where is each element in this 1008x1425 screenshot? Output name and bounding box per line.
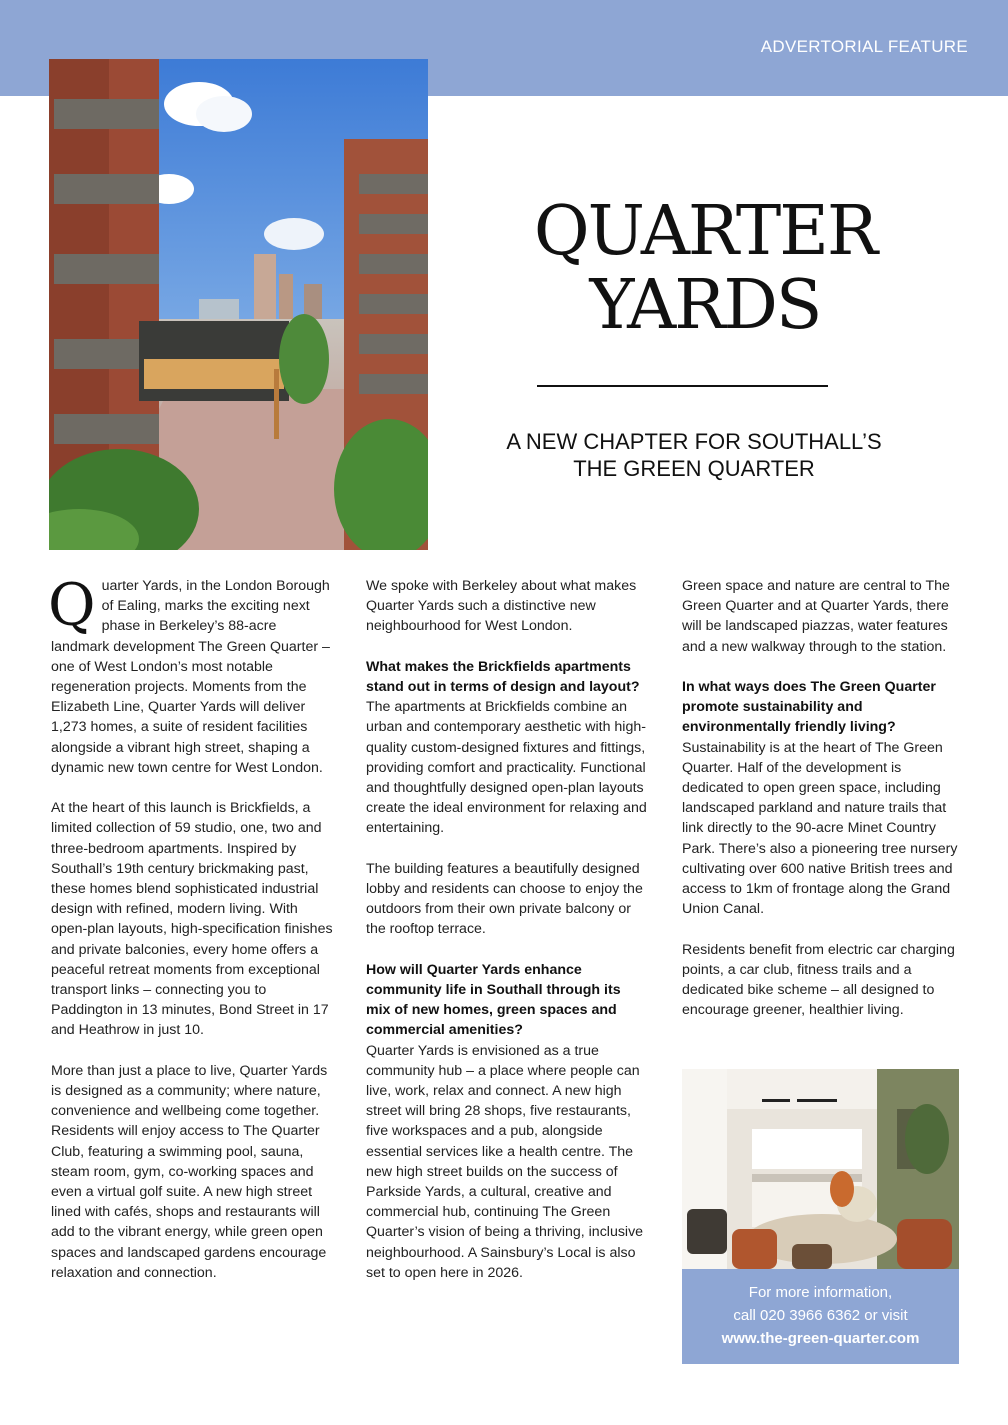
title-divider [537, 385, 828, 387]
subtitle [470, 428, 918, 482]
info-line-1: For more information, [748, 1284, 893, 1301]
question-heading: What makes the Brickfields apartments stand out in terms of design and layout? [366, 658, 640, 695]
paragraph: The building features a beautifully designed lobby and residents can choose to enjoy the outdoors from their own private balcony or the rooftop terrace. [366, 860, 643, 938]
intro-paragraph [48, 571, 333, 778]
drop-cap: Q [48, 571, 96, 639]
intro-text: uarter Yards, in the London Borough of Ealing, marks the exciting next phase in Berkeley’s 88-acre landmark development The Green Quarter – one of West London’s most notable regeneration projects. Moments from the Elizabeth Line, Quarter Yards will deliver 1,273 homes, a suite of resident facilities alongside a vibrant high street, shaping a dynamic new town centre for West London. [51, 578, 330, 776]
question-heading: How will Quarter Yards enhance community life in Southall through its mix of new homes, green spaces and commercial amenities? [366, 961, 621, 1039]
paragraph: At the heart of this launch is Brickfields, a limited collection of 59 studio, one, two and three-bedroom apartments. Inspired by Southall’s 19th century brickmaking past, these homes blend sophisticated industrial design with refined, modern living. With open-plan layouts, high-specification finishes and private balconies, every home offers a peaceful retreat moments from exceptional transport links – connecting you to Paddington in 13 minutes, Bond Street in 17 and Heathrow in just 10. [51, 800, 333, 1039]
contact-info-box [682, 1269, 959, 1364]
advertorial-label: ADVERTORIAL FEATURE [760, 37, 968, 56]
street-rendering-image [49, 59, 428, 550]
answer-paragraph: Sustainability is at the heart of The Green Quarter. Half of the development is dedicated to open green space, including landscaped parkland and nature trails that link directly to the 90-acre Minet Country Park. There’s also a pioneering tree nursery cultivating over 600 native British trees and access to 1km of frontage along the Grand Union Canal. [682, 739, 958, 918]
apartment-interior-image [682, 1069, 959, 1269]
info-line-2: call 020 3966 6362 or visit [733, 1307, 908, 1324]
answer-paragraph: Quarter Yards is envisioned as a true community hub – a place where people can live, work, relax and connect. A new high street will bring 28 shops, five restaurants, five workspaces and a pub, alongside essential services like a health centre. The new high street builds on the success of Parkside Yards, a cultural, creative and commercial hub, continuing The Green Quarter’s vision of being a thriving, inclusive neighbourhood. A Sainsbury’s Local is also set to open here in 2026. [366, 1042, 644, 1281]
article-column-1 [48, 571, 333, 1303]
headline-line-1: QUARTER [533, 192, 877, 271]
subtitle-line-1: A NEW CHAPTER FOR SOUTHALL’S [506, 429, 882, 454]
headline-line-2: YARDS [589, 266, 821, 345]
paragraph: Residents benefit from electric car charging points, a car club, fitness trails and a dedicated bike scheme – all designed to encourage greener, healthier living. [682, 941, 955, 1019]
answer-paragraph: The apartments at Brickfields combine an urban and contemporary aesthetic with high-quality custom-designed fixtures and fittings, providing comfort and practicality. Functional and thoughtfully designed open-plan layouts create the ideal environment for relaxing and entertaining. [366, 699, 647, 837]
question-heading: In what ways does The Green Quarter promote sustainability and environmentally friendly living? [682, 679, 936, 736]
article-column-2 [366, 576, 648, 1303]
article-column-3 [682, 576, 960, 1041]
paragraph: More than just a place to live, Quarter Yards is designed as a community; where nature, convenience and wellbeing come together. Residents will enjoy access to The Quarter Club, featuring a swimming pool, sauna, steam room, gym, co-working spaces and even a virtual golf suite. A new high street lined with cafés, shops and restaurants will add to the vibrant energy, while green open spaces and landscaped gardens encourage relaxation and connection. [51, 1062, 328, 1281]
paragraph: Green space and nature are central to The Green Quarter and at Quarter Yards, there will be landscaped piazzas, water features and a new walkway through to the station. [682, 578, 950, 655]
website-link[interactable]: www.the-green-quarter.com [721, 1330, 920, 1347]
headline [470, 192, 940, 345]
subtitle-line-2: THE GREEN QUARTER [573, 456, 815, 481]
paragraph: We spoke with Berkeley about what makes Quarter Yards such a distinctive new neighbourhood for West London. [366, 578, 637, 635]
